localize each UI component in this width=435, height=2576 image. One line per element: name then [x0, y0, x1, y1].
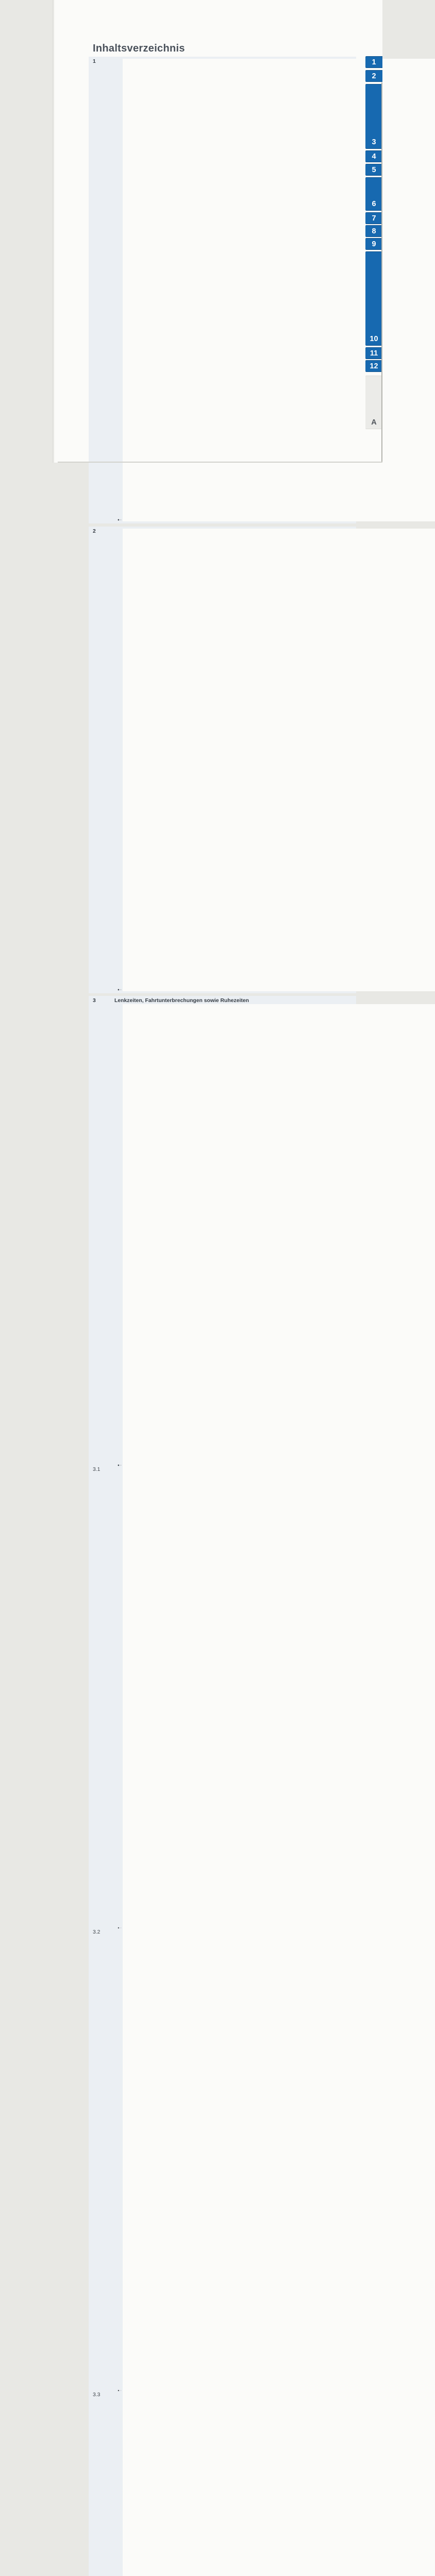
thumb-tab-1: [365, 56, 382, 68]
thumb-tab-4: [365, 150, 382, 162]
scan-bottom-edge: [58, 462, 382, 463]
thumb-tab-label: 5: [372, 165, 376, 174]
entry-number: 3: [93, 998, 96, 1004]
entry-number: 1: [93, 59, 96, 64]
toc-entry: [93, 1004, 355, 1467]
thumb-tab-7: [365, 212, 382, 224]
toc-entry: [93, 1929, 355, 2392]
thumb-tab-appendix: [365, 376, 382, 429]
toc-list: [93, 57, 356, 2576]
toc-entry: [93, 998, 355, 1004]
thumb-tab-2: [365, 70, 382, 82]
entry-page-number: [123, 59, 435, 521]
thumb-tab-9: [365, 238, 382, 250]
entry-page-number: [123, 1467, 435, 1929]
dotted-leader: [117, 519, 121, 521]
scan-left-edge: [53, 0, 55, 463]
toc-content: [93, 43, 356, 2576]
toc-entry: [93, 59, 355, 521]
thumb-tab-8: [365, 225, 382, 237]
thumb-tab-label: 9: [372, 240, 376, 248]
page-title: Inhaltsverzeichnis: [93, 43, 185, 54]
entry-page-number: [123, 2392, 435, 2576]
thumb-tab-label: 3: [372, 138, 376, 146]
toc-entry: [93, 2392, 355, 2576]
toc-group: [89, 57, 356, 523]
thumb-tab-label: 10: [370, 335, 378, 343]
thumb-tab-label: 4: [372, 152, 376, 161]
thumb-tab-5: [365, 164, 382, 176]
toc-entry: [93, 529, 355, 991]
entry-page-number: [123, 1004, 435, 1467]
thumb-tab-label: 1: [372, 58, 376, 66]
thumb-tab-label: 8: [372, 227, 376, 235]
thumb-tab-label: 7: [372, 214, 376, 223]
thumb-tab-label: 11: [370, 349, 378, 358]
entry-number: 3.3: [93, 2392, 101, 2398]
entry-number: 2: [93, 528, 96, 534]
dotted-leader: [117, 989, 121, 991]
dotted-leader: [117, 1464, 121, 1466]
thumb-tab-label: 6: [372, 200, 376, 208]
thumb-tab-3: [365, 84, 382, 149]
toc-group: [89, 527, 356, 993]
thumb-tab-6: [365, 177, 382, 211]
entry-number: 3.1: [93, 1467, 101, 1473]
thumb-tab-label: A: [371, 418, 377, 427]
dotted-leader: [117, 1927, 121, 1929]
dotted-leader: [117, 2389, 121, 2392]
thumb-tab-12: [365, 360, 382, 372]
thumb-tab-label: 2: [372, 72, 376, 80]
toc-entry: [93, 1467, 355, 1929]
scanned-toc-page: [53, 0, 382, 2398]
toc-group: [89, 996, 356, 2576]
scan-right-edge: [381, 82, 382, 463]
entry-page-number: [123, 1929, 435, 2392]
entry-title: Lenkzeiten, Fahrtunterbrechungen sowie Ruhezeiten: [114, 998, 249, 1004]
thumb-tab-10: [365, 251, 382, 346]
thumb-tab-label: 12: [370, 362, 378, 370]
entry-page-number: [123, 529, 435, 991]
thumb-tab-11: [365, 347, 382, 359]
entry-number: 3.2: [93, 1929, 101, 1936]
